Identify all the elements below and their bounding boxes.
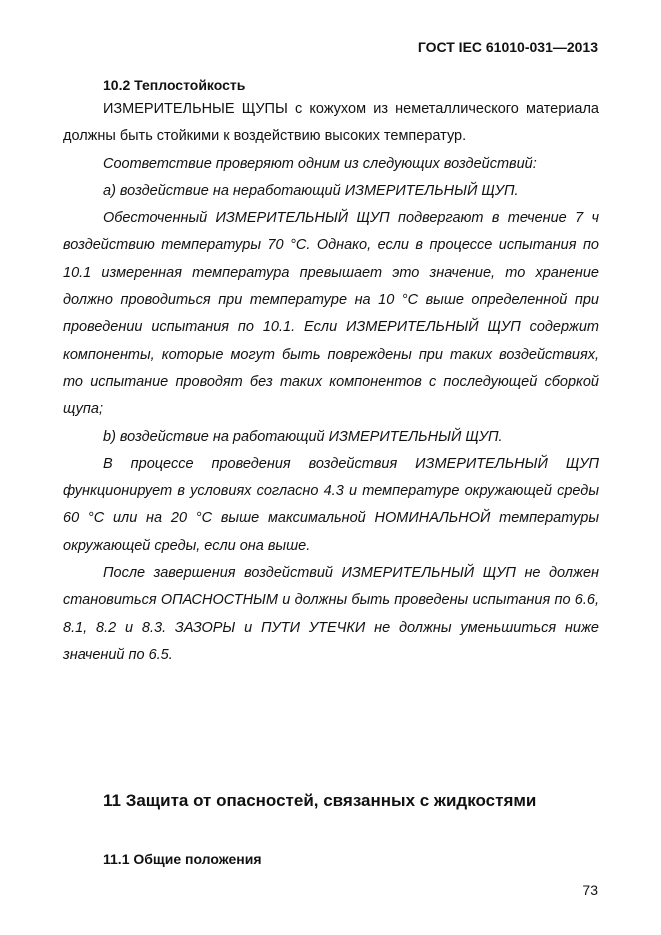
paragraph-item-b: b) воздействие на работающий ИЗМЕРИТЕЛЬНЫЙ ЩУП. (103, 428, 503, 445)
paragraph-intro: ИЗМЕРИТЕЛЬНЫЕ ЩУПЫ с кожухом из неметаллического материала должны быть стойкими к воздействию высоких температур. (63, 101, 599, 145)
paragraph-item-a-details: Обесточенный ИЗМЕРИТЕЛЬНЫЙ ЩУП подвергают в течение 7 ч воздействию температуры 70 °С. Однако, если в процессе испытания по 10.1 измеренная температура превышает это значение, то хранение должно проводиться при температуре на 10 °С выше определенной при проведении испытания по 10.1. Если ИЗМЕРИТЕЛЬНЫЙ ЩУП содержит компоненты, которые могут быть повреждены при таких воздействиях, то испытание проводят без таких компонентов с последующей сборкой щупа; (63, 210, 599, 418)
page-number: 73 (582, 882, 598, 898)
document-header: ГОСТ IEC 61010-031—2013 (417, 39, 598, 55)
paragraph-item-a: а) воздействие на неработающий ИЗМЕРИТЕЛЬНЫЙ ЩУП. (103, 182, 519, 199)
paragraph-compliance: Соответствие проверяют одним из следующих воздействий: (103, 155, 537, 172)
section-10-2-body (63, 96, 599, 669)
section-10-2-title: 10.2 Теплостойкость (103, 77, 246, 93)
section-11-title: 11 Защита от опасностей, связанных с жидкостями (103, 791, 537, 810)
section-11-1-title: 11.1 Общие положения (103, 851, 262, 867)
paragraph-item-b-details: В процессе проведения воздействия ИЗМЕРИТЕЛЬНЫЙ ЩУП функционирует в условиях согласно 4.3 и температуре окружающей среды 60 °С или на 20 °С выше максимальной НОМИНАЛЬНОЙ температуры окружающей среды, если она выше. (63, 455, 599, 554)
paragraph-after-exposure: После завершения воздействий ИЗМЕРИТЕЛЬНЫЙ ЩУП не должен становиться ОПАСНОСТНЫМ и должны быть проведены испытания по 6.6, 8.1, 8.2 и 8.3. ЗАЗОРЫ и ПУТИ УТЕЧКИ не должны уменьшиться ниже значений по 6.5. (63, 565, 599, 663)
